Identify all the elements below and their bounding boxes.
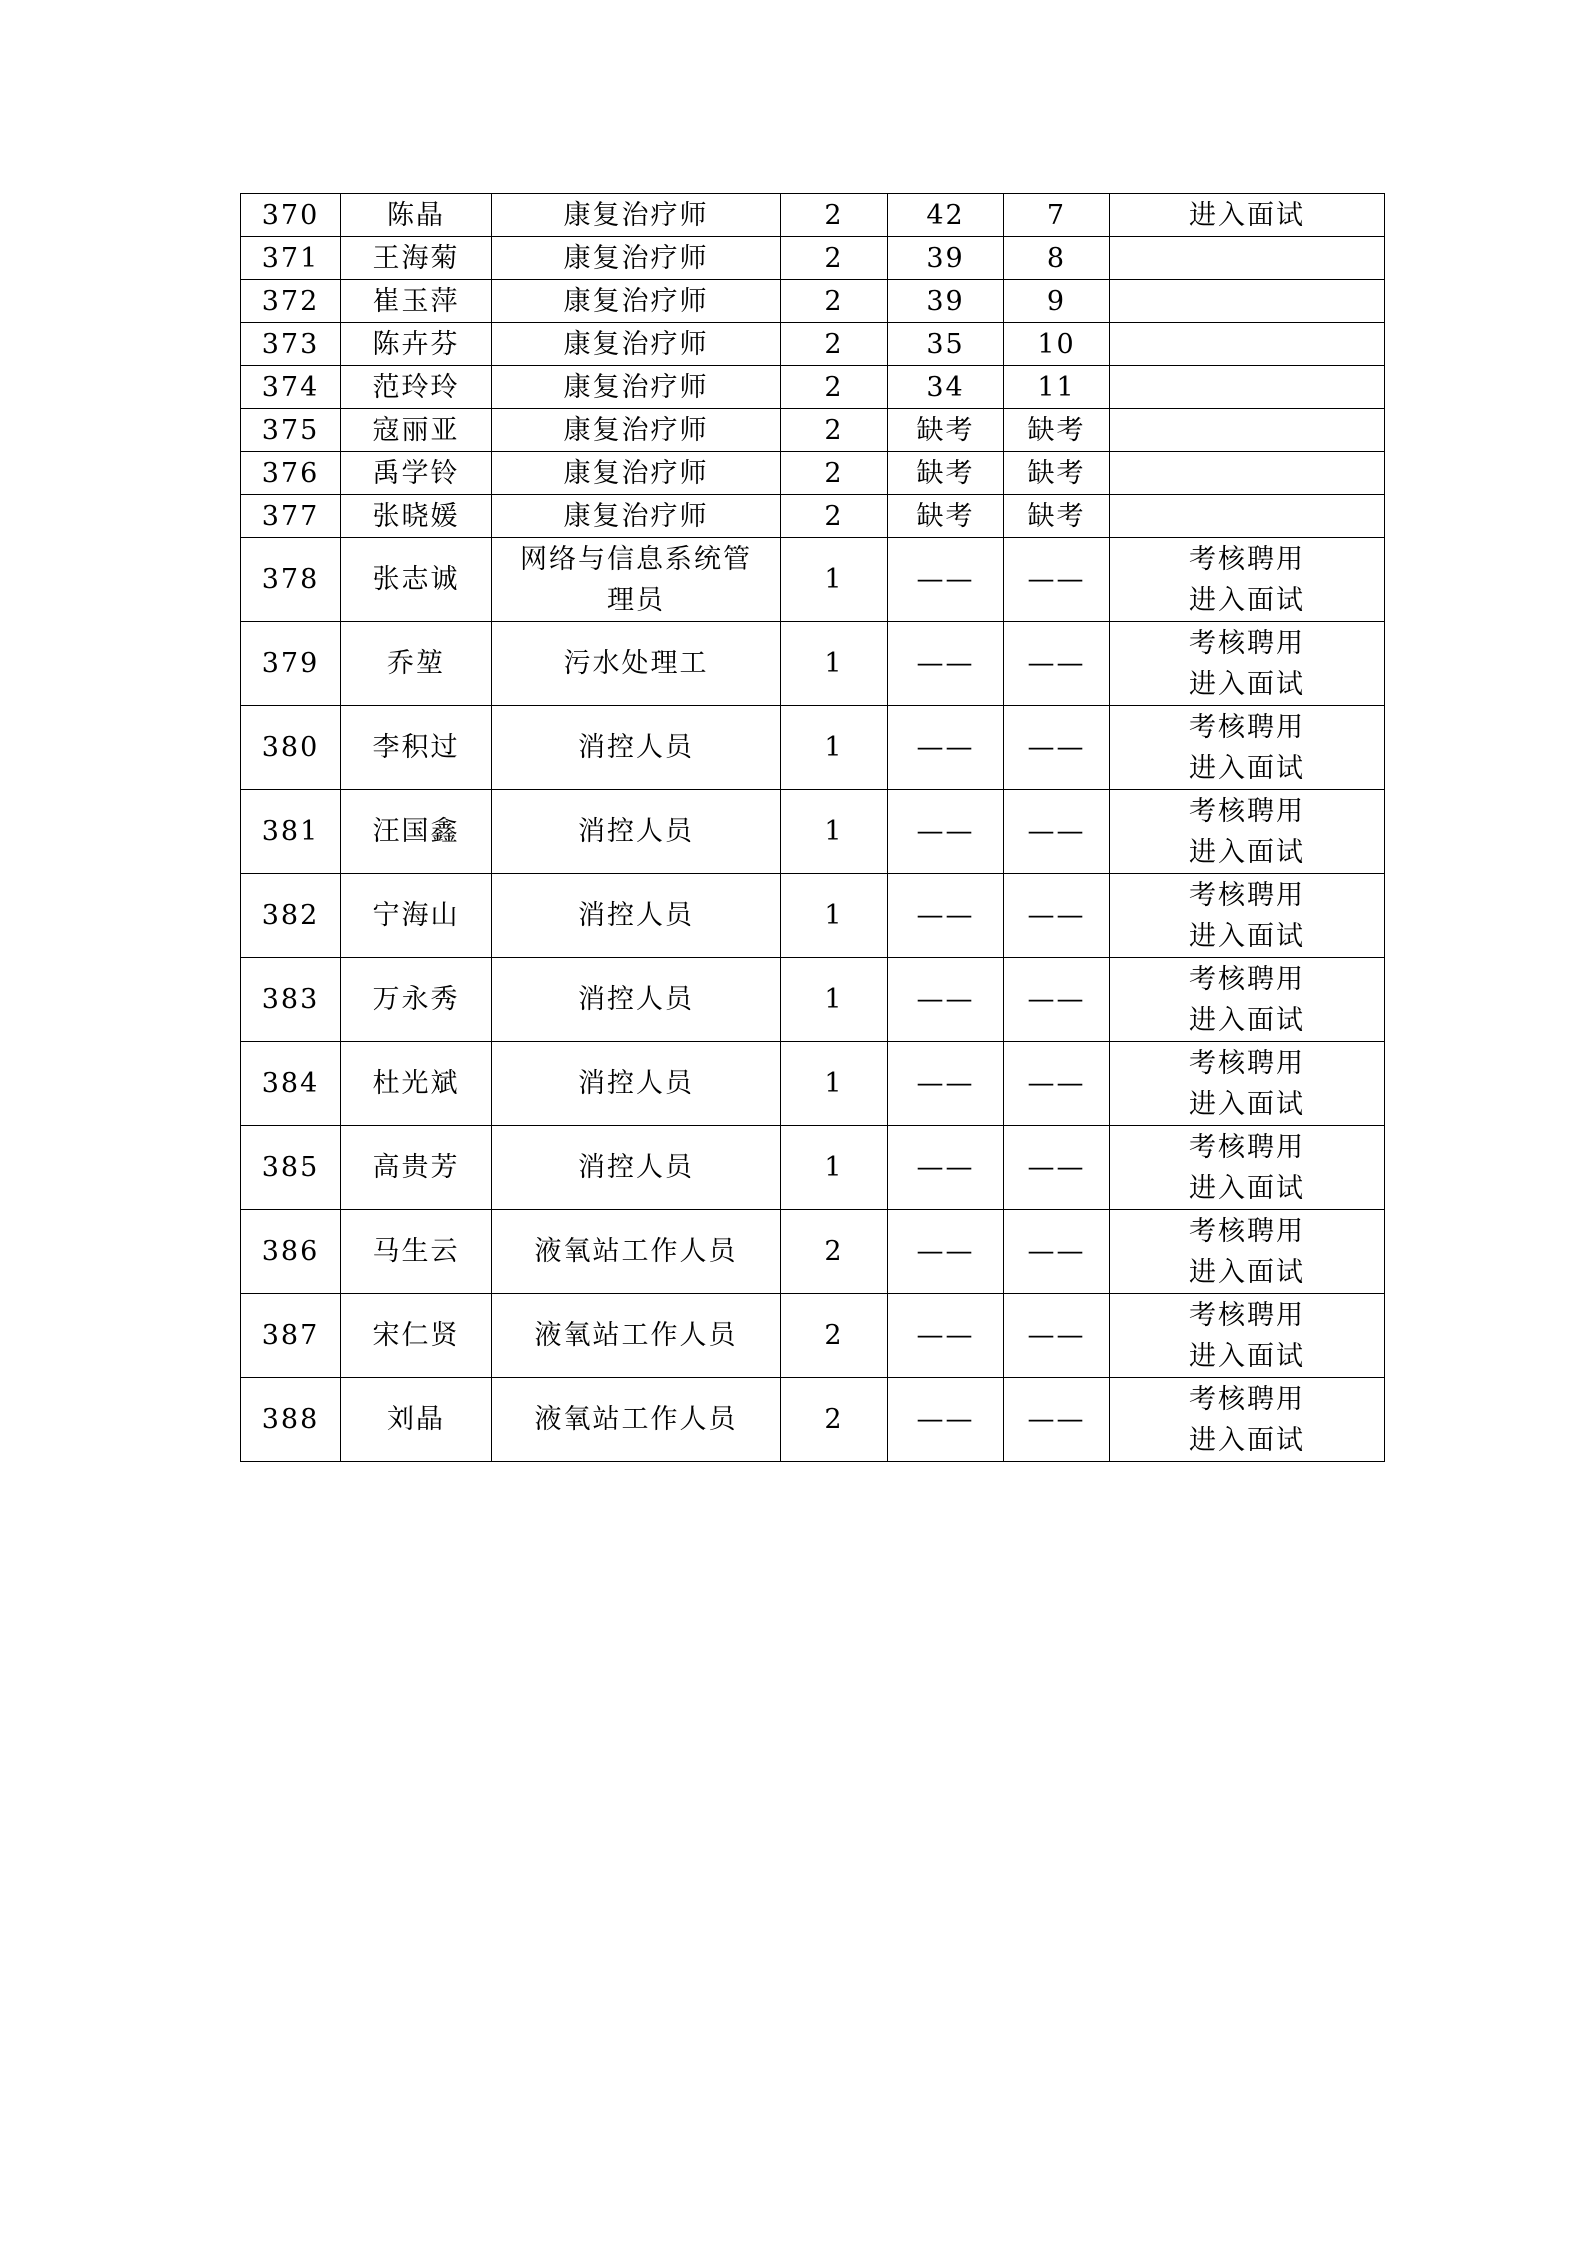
- score-cell: ——: [888, 538, 1004, 622]
- seq-cell: 386: [241, 1210, 341, 1294]
- seq-cell: 388: [241, 1378, 341, 1462]
- quota-cell: 1: [781, 1042, 888, 1126]
- table-row: [241, 622, 1385, 706]
- remark-line: 进入面试: [1189, 668, 1305, 700]
- remark-line: 考核聘用: [1189, 795, 1305, 827]
- remark-cell: [1110, 958, 1385, 1042]
- position-cell: 康复治疗师: [492, 194, 781, 237]
- table-row: [241, 409, 1385, 452]
- rank-cell: 缺考: [1004, 452, 1110, 495]
- table-row: [241, 1378, 1385, 1462]
- rank-cell: ——: [1004, 538, 1110, 622]
- remark-line: 进入面试: [1189, 1004, 1305, 1036]
- quota-cell: 1: [781, 958, 888, 1042]
- seq-cell: 378: [241, 538, 341, 622]
- score-cell: ——: [888, 1378, 1004, 1462]
- rank-cell: ——: [1004, 874, 1110, 958]
- quota-cell: 2: [781, 452, 888, 495]
- remark-line: 进入面试: [1189, 584, 1305, 616]
- remark-line: 考核聘用: [1189, 543, 1305, 575]
- remark-cell: [1110, 237, 1385, 280]
- position-cell: 消控人员: [492, 706, 781, 790]
- score-cell: ——: [888, 1042, 1004, 1126]
- quota-cell: 1: [781, 874, 888, 958]
- rank-cell: 8: [1004, 237, 1110, 280]
- name-cell: 刘晶: [341, 1378, 492, 1462]
- quota-cell: 2: [781, 495, 888, 538]
- remark-cell: [1110, 1042, 1385, 1126]
- table-row: [241, 874, 1385, 958]
- position-cell: 消控人员: [492, 1042, 781, 1126]
- position-cell: 康复治疗师: [492, 323, 781, 366]
- remark-line: 进入面试: [1189, 1340, 1305, 1372]
- table-row: [241, 538, 1385, 622]
- name-cell: 寇丽亚: [341, 409, 492, 452]
- score-cell: ——: [888, 1210, 1004, 1294]
- rank-cell: 缺考: [1004, 495, 1110, 538]
- remark-line: 考核聘用: [1189, 963, 1305, 995]
- quota-cell: 2: [781, 1294, 888, 1378]
- position-cell: 液氧站工作人员: [492, 1210, 781, 1294]
- quota-cell: 1: [781, 790, 888, 874]
- table-row: [241, 1294, 1385, 1378]
- remark-line: 进入面试: [1189, 199, 1305, 231]
- rank-cell: ——: [1004, 1042, 1110, 1126]
- name-cell: 陈晶: [341, 194, 492, 237]
- remark-line: 考核聘用: [1189, 879, 1305, 911]
- position-cell: 康复治疗师: [492, 366, 781, 409]
- position-cell: 康复治疗师: [492, 280, 781, 323]
- remark-line: 进入面试: [1189, 1172, 1305, 1204]
- remark-cell: [1110, 790, 1385, 874]
- results-table: [240, 193, 1385, 1462]
- remark-cell: [1110, 495, 1385, 538]
- table-row: [241, 958, 1385, 1042]
- remark-cell: [1110, 366, 1385, 409]
- name-cell: 宋仁贤: [341, 1294, 492, 1378]
- remark-cell: [1110, 409, 1385, 452]
- seq-cell: 373: [241, 323, 341, 366]
- name-cell: 禹学铃: [341, 452, 492, 495]
- quota-cell: 2: [781, 366, 888, 409]
- remark-cell: [1110, 452, 1385, 495]
- score-cell: ——: [888, 622, 1004, 706]
- rank-cell: ——: [1004, 1126, 1110, 1210]
- rank-cell: 9: [1004, 280, 1110, 323]
- quota-cell: 2: [781, 194, 888, 237]
- score-cell: 缺考: [888, 409, 1004, 452]
- table-row: [241, 237, 1385, 280]
- score-cell: ——: [888, 958, 1004, 1042]
- table-row: [241, 1210, 1385, 1294]
- name-cell: 杜光斌: [341, 1042, 492, 1126]
- table-row: [241, 706, 1385, 790]
- remark-line: 考核聘用: [1189, 1215, 1305, 1247]
- position-cell: 康复治疗师: [492, 409, 781, 452]
- name-cell: 李积过: [341, 706, 492, 790]
- rank-cell: ——: [1004, 706, 1110, 790]
- position-cell: 消控人员: [492, 958, 781, 1042]
- remark-cell: [1110, 874, 1385, 958]
- name-cell: 范玲玲: [341, 366, 492, 409]
- remark-line: 进入面试: [1189, 1256, 1305, 1288]
- rank-cell: ——: [1004, 958, 1110, 1042]
- quota-cell: 2: [781, 323, 888, 366]
- remark-cell: [1110, 194, 1385, 237]
- score-cell: ——: [888, 706, 1004, 790]
- seq-cell: 375: [241, 409, 341, 452]
- rank-cell: ——: [1004, 622, 1110, 706]
- quota-cell: 1: [781, 706, 888, 790]
- remark-cell: [1110, 1126, 1385, 1210]
- seq-cell: 371: [241, 237, 341, 280]
- rank-cell: 缺考: [1004, 409, 1110, 452]
- position-line: 理员: [607, 584, 665, 616]
- table-row: [241, 790, 1385, 874]
- position-cell: 康复治疗师: [492, 237, 781, 280]
- remark-cell: [1110, 1294, 1385, 1378]
- seq-cell: 381: [241, 790, 341, 874]
- table-row: [241, 194, 1385, 237]
- rank-cell: ——: [1004, 1210, 1110, 1294]
- score-cell: 39: [888, 280, 1004, 323]
- seq-cell: 372: [241, 280, 341, 323]
- table-row: [241, 452, 1385, 495]
- score-cell: 34: [888, 366, 1004, 409]
- remark-line: 考核聘用: [1189, 627, 1305, 659]
- table-row: [241, 1126, 1385, 1210]
- remark-line: 考核聘用: [1189, 1047, 1305, 1079]
- position-line: 网络与信息系统管: [520, 543, 752, 575]
- remark-line: 考核聘用: [1189, 711, 1305, 743]
- quota-cell: 2: [781, 1378, 888, 1462]
- seq-cell: 387: [241, 1294, 341, 1378]
- remark-cell: [1110, 622, 1385, 706]
- rank-cell: ——: [1004, 1294, 1110, 1378]
- table-body: [241, 194, 1385, 1462]
- position-cell: 消控人员: [492, 790, 781, 874]
- quota-cell: 1: [781, 622, 888, 706]
- name-cell: 乔堃: [341, 622, 492, 706]
- seq-cell: 370: [241, 194, 341, 237]
- seq-cell: 380: [241, 706, 341, 790]
- remark-cell: [1110, 323, 1385, 366]
- remark-cell: [1110, 1378, 1385, 1462]
- table-row: [241, 1042, 1385, 1126]
- score-cell: 缺考: [888, 495, 1004, 538]
- quota-cell: 2: [781, 1210, 888, 1294]
- score-cell: ——: [888, 874, 1004, 958]
- name-cell: 王海菊: [341, 237, 492, 280]
- name-cell: 张晓媛: [341, 495, 492, 538]
- name-cell: 张志诚: [341, 538, 492, 622]
- seq-cell: 384: [241, 1042, 341, 1126]
- remark-cell: [1110, 706, 1385, 790]
- position-cell: [492, 538, 781, 622]
- rank-cell: ——: [1004, 1378, 1110, 1462]
- remark-line: 进入面试: [1189, 752, 1305, 784]
- position-cell: 康复治疗师: [492, 495, 781, 538]
- seq-cell: 379: [241, 622, 341, 706]
- score-cell: ——: [888, 1126, 1004, 1210]
- name-cell: 汪国鑫: [341, 790, 492, 874]
- rank-cell: 11: [1004, 366, 1110, 409]
- remark-cell: [1110, 1210, 1385, 1294]
- rank-cell: 7: [1004, 194, 1110, 237]
- position-cell: 液氧站工作人员: [492, 1294, 781, 1378]
- position-cell: 康复治疗师: [492, 452, 781, 495]
- position-cell: 液氧站工作人员: [492, 1378, 781, 1462]
- score-cell: 35: [888, 323, 1004, 366]
- remark-line: 考核聘用: [1189, 1131, 1305, 1163]
- name-cell: 崔玉萍: [341, 280, 492, 323]
- score-cell: 39: [888, 237, 1004, 280]
- score-cell: ——: [888, 790, 1004, 874]
- seq-cell: 385: [241, 1126, 341, 1210]
- score-cell: 42: [888, 194, 1004, 237]
- table-row: [241, 280, 1385, 323]
- table-row: [241, 323, 1385, 366]
- position-cell: 消控人员: [492, 1126, 781, 1210]
- name-cell: 马生云: [341, 1210, 492, 1294]
- remark-line: 考核聘用: [1189, 1383, 1305, 1415]
- rank-cell: ——: [1004, 790, 1110, 874]
- remark-line: 进入面试: [1189, 1088, 1305, 1120]
- remark-cell: [1110, 280, 1385, 323]
- name-cell: 陈卉芬: [341, 323, 492, 366]
- name-cell: 高贵芳: [341, 1126, 492, 1210]
- quota-cell: 2: [781, 280, 888, 323]
- remark-cell: [1110, 538, 1385, 622]
- position-cell: 消控人员: [492, 874, 781, 958]
- seq-cell: 383: [241, 958, 341, 1042]
- remark-line: 进入面试: [1189, 920, 1305, 952]
- score-cell: 缺考: [888, 452, 1004, 495]
- seq-cell: 374: [241, 366, 341, 409]
- quota-cell: 2: [781, 409, 888, 452]
- name-cell: 万永秀: [341, 958, 492, 1042]
- seq-cell: 376: [241, 452, 341, 495]
- remark-line: 考核聘用: [1189, 1299, 1305, 1331]
- seq-cell: 382: [241, 874, 341, 958]
- quota-cell: 1: [781, 538, 888, 622]
- score-cell: ——: [888, 1294, 1004, 1378]
- quota-cell: 2: [781, 237, 888, 280]
- name-cell: 宁海山: [341, 874, 492, 958]
- seq-cell: 377: [241, 495, 341, 538]
- table-row: [241, 366, 1385, 409]
- remark-line: 进入面试: [1189, 1424, 1305, 1456]
- rank-cell: 10: [1004, 323, 1110, 366]
- table-row: [241, 495, 1385, 538]
- quota-cell: 1: [781, 1126, 888, 1210]
- remark-line: 进入面试: [1189, 836, 1305, 868]
- position-cell: 污水处理工: [492, 622, 781, 706]
